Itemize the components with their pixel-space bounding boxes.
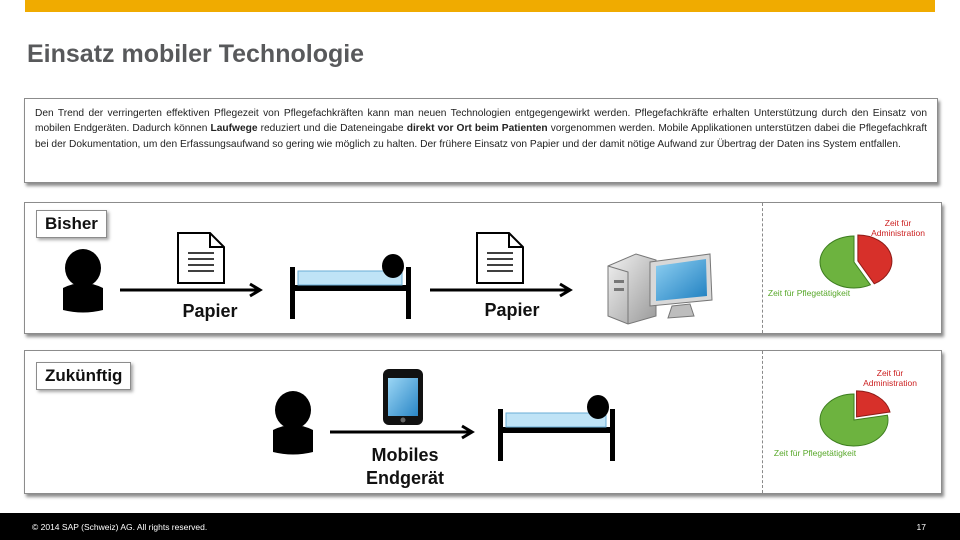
label-papier-2: Papier <box>484 300 540 320</box>
arrow-icon <box>330 424 480 440</box>
intro-textbox <box>24 98 938 183</box>
intro-emphasis: Laufwege <box>210 123 258 135</box>
smartphone-icon <box>382 368 424 426</box>
panel-divider <box>762 351 763 493</box>
label-line-2: Endgerät <box>365 468 444 488</box>
tag-zukuenftig: Zukünftig <box>36 362 131 390</box>
bed-icon <box>286 253 416 323</box>
footer <box>0 513 960 540</box>
tag-bisher: Bisher <box>36 210 107 238</box>
label-papier-1: Papier <box>182 301 238 321</box>
intro-segment: vorgenommen werden. Mobile Applikationen unterstützen dabei die Pflegefachkraft bei der Dokumentation, um den Erfassungsaufwand so gering wie möglich zu halten. Der frühere Einsatz von Papier und der damit nötige Aufwand zur Übertrag der Daten ins System entfallen. <box>35 123 927 150</box>
page-title: Einsatz mobiler Technologie <box>27 40 365 68</box>
panel-zukuenftig <box>24 350 942 494</box>
intro-text <box>25 99 937 152</box>
footer-copyright: © 2014 SAP (Schweiz) AG. All rights reserved. <box>32 522 208 532</box>
person-icon <box>268 390 318 456</box>
document-icon <box>176 231 226 285</box>
bed-icon <box>494 395 624 465</box>
intro-segment: reduziert und die Dateneingabe <box>257 123 407 135</box>
footer-page-number: 17 <box>916 522 926 532</box>
pie-label-care: Zeit für Pflegetätigkeit <box>767 288 851 298</box>
person-icon <box>58 248 108 314</box>
top-accent-bar <box>25 0 935 12</box>
panel-divider <box>762 203 763 333</box>
computer-icon <box>606 246 718 326</box>
pie-chart <box>818 234 898 294</box>
pie-slice-admin <box>857 391 890 417</box>
intro-segment: Den Trend der verringerten effektiven Pflegezeit von Pflegefachkräften kann man neuen Technologien entgegengewirkt werden. Pflegefachkräfte erhalten Unterstützung durch den Einsatz von mobilen Endgeräten. Dadurch können <box>35 108 927 135</box>
intro-emphasis: direkt vor Ort beim Patienten <box>406 123 548 135</box>
document-icon <box>475 231 525 285</box>
pie-label-admin: Zeit für Administration <box>863 368 917 388</box>
pie-label-care: Zeit für Pflegetätigkeit <box>773 448 857 458</box>
label-line-1: Mobiles <box>371 445 439 465</box>
label-mobiles-endgeraet <box>340 444 470 490</box>
pie-label-admin: Zeit für Administration <box>871 218 925 238</box>
pie-chart <box>818 392 898 452</box>
